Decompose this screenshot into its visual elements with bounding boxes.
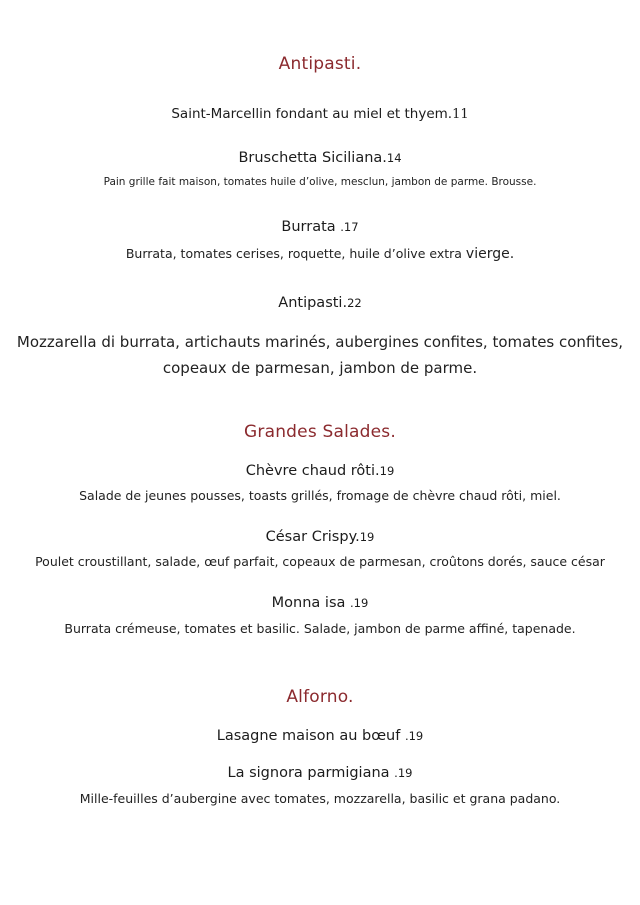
item-description: Mille-feuilles d’aubergine avec tomates, mozzarella, basilic et grana padano.: [79, 791, 561, 806]
item-price: .19: [394, 766, 413, 780]
item-name: La signora parmigiana: [227, 765, 395, 781]
menu-item-burrata: [0, 219, 640, 235]
item-description: [0, 246, 640, 262]
item-description: Poulet croustillant, salade, œuf parfait, copeaux de parmesan, croûtons dorés, sauce césar: [35, 554, 605, 569]
section-title-grandes-salades: Grandes Salades.: [244, 422, 396, 442]
menu-item-lasagne: [0, 728, 640, 744]
menu-item-chevre-chaud: [0, 463, 640, 479]
item-price: .19: [404, 729, 424, 743]
menu-item-cesar-crispy: [0, 529, 640, 545]
section-title-alforno: Alforno.: [286, 687, 354, 707]
item-name: Bruschetta Siciliana.: [238, 150, 387, 166]
item-price: 22: [347, 296, 362, 310]
item-description-text: Burrata, tomates cerises, roquette, huile d’olive extra: [125, 246, 466, 261]
item-name: Saint-Marcellin fondant au miel et thyem.: [171, 106, 453, 122]
menu-item-saint-marcellin: [0, 106, 640, 122]
item-name: Lasagne maison au bœuf: [216, 728, 405, 744]
section-title-antipasti: Antipasti.: [278, 54, 362, 74]
item-price: 11: [452, 107, 469, 122]
item-price: .19: [350, 596, 369, 610]
item-description-line-2: copeaux de parmesan, jambon de parme.: [162, 359, 478, 377]
menu-item-signora-parmigiana: [0, 765, 640, 781]
menu-item-monna-isa: [0, 595, 640, 611]
item-price: 19: [359, 530, 375, 544]
item-description-line-1: Mozzarella di burrata, artichauts marinés, aubergines confites, tomates confites,: [16, 333, 624, 351]
menu-item-antipasti: [0, 295, 640, 311]
item-description: Pain grille fait maison, tomates huile d’olive, mesclun, jambon de parme. Brousse.: [103, 176, 537, 188]
item-name: Monna isa: [271, 595, 351, 611]
item-description: Salade de jeunes pousses, toasts grillés, fromage de chèvre chaud rôti, miel.: [79, 488, 561, 503]
item-description: [0, 329, 640, 381]
item-description: Burrata crémeuse, tomates et basilic. Salade, jambon de parme affiné, tapenade.: [64, 621, 576, 636]
item-name: Burrata: [281, 219, 341, 235]
item-name: Antipasti.: [278, 295, 348, 311]
item-name: Chèvre chaud rôti.: [245, 463, 380, 479]
item-name: César Crispy.: [265, 529, 360, 545]
item-price: 19: [379, 464, 395, 478]
menu-item-bruschetta: [0, 150, 640, 166]
item-price: .17: [340, 220, 359, 234]
item-description-end: vierge.: [465, 246, 515, 262]
item-price: 14: [386, 151, 402, 165]
